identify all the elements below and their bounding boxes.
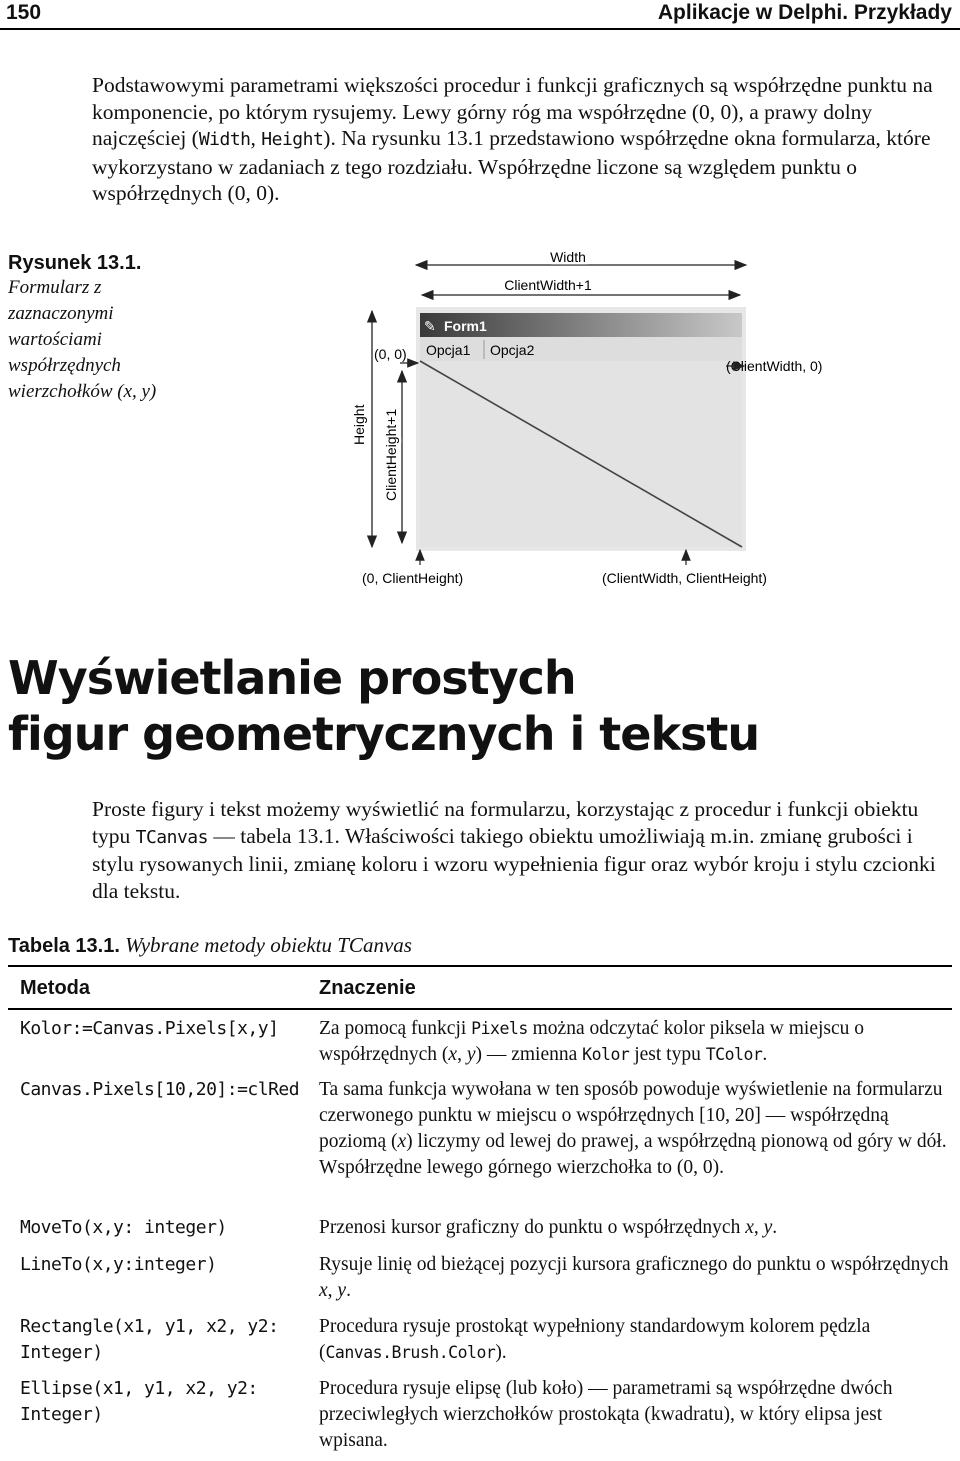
section-title: Wyświetlanie prostych figur geometrycznych i tekstu xyxy=(8,651,760,761)
table-row-2-description: Ta sama funkcja wywołana w ten sposób powoduje wyświetlenie na formularzu czerwonego punktu w miejscu o współrzędnych [10, 20] — współrzędną poziomą (x) liczymy od lewej do prawej, a współrzędną pionową od góry w dół. Współrzędne lewego górnego wierzchołka to (0, 0). xyxy=(319,1079,947,1178)
table-row-5-method: Rectangle(x1, y1, x2, y2: Integer) xyxy=(20,1316,279,1363)
column-header-znaczenie: Znaczenie xyxy=(319,977,416,999)
figure-caption: Formularz z zaznaczonymi wartościami współrzędnych wierzchołków (x, y) xyxy=(8,277,157,402)
table-caption xyxy=(8,933,412,958)
table-row-6-description: Procedura rysuje elipsę (lub koło) — parametrami są współrzędne dwóch przeciwległych wierzchołków prostokąta (kwadratu), w który elipsa jest wpisana. xyxy=(319,1378,893,1451)
table-row-1-method: Kolor:=Canvas.Pixels[x,y] xyxy=(20,1018,279,1039)
bottom-right-label: (ClientWidth, ClientHeight) xyxy=(602,570,767,586)
table-header-rule xyxy=(8,1008,952,1010)
table-top-rule xyxy=(8,965,952,967)
top-right-label: (ClientWidth, 0) xyxy=(726,358,823,374)
column-header-metoda: Metoda xyxy=(20,977,90,999)
form-coordinates-figure xyxy=(340,245,823,595)
table-row-4-method: LineTo(x,y:integer) xyxy=(20,1254,217,1275)
table-row-3-method: MoveTo(x,y: integer) xyxy=(20,1217,227,1238)
figure-label: Rysunek 13.1. xyxy=(8,252,142,274)
bottom-left-label: (0, ClientHeight) xyxy=(362,570,464,586)
origin-label: (0, 0) xyxy=(374,346,407,362)
intro-paragraph: Podstawowymi parametrami większości procedur i funkcji graficznych są współrzędne punktu na komponencie, po którym rysujemy. Lewy górny róg ma współrzędne (0, 0), a prawy dolny najczęściej (Width, Height). Na rysunku 13.1 przedstawiono współrzędne okna formularza, które wykorzystano w zadaniach z tego rozdziału. Współrzędne liczone są względem punktu o współrzędnych (0, 0). xyxy=(92,73,933,205)
page-number: 150 xyxy=(6,1,42,24)
form-icon: ✎ xyxy=(424,318,436,334)
table-label: Tabela 13.1. xyxy=(8,935,120,957)
menu-item-opcja2: Opcja2 xyxy=(490,342,535,358)
body-paragraph: Proste figury i tekst możemy wyświetlić na formularzu, korzystając z procedur i funkcji obiektu typu TCanvas — tabela 13.1. Właściwości takiego obiektu umożliwiają m.in. zmianę grubości i stylu rysowanych linii, zmianę koloru i wzoru wypełnienia figur oraz wybór kroju i stylu czcionki dla tekstu. xyxy=(92,797,936,903)
height-label: Height xyxy=(351,404,367,445)
table-row-2-method: Canvas.Pixels[10,20]:=clRed xyxy=(20,1079,300,1100)
menu-item-opcja1: Opcja1 xyxy=(426,342,471,358)
table-row-3-description: Przenosi kursor graficzny do punktu o współrzędnych x, y. xyxy=(319,1217,778,1238)
running-title: Aplikacje w Delphi. Przykłady xyxy=(657,1,952,24)
width-label: Width xyxy=(550,249,586,265)
client-height-label: ClientHeight+1 xyxy=(383,408,399,501)
client-width-label: ClientWidth+1 xyxy=(504,277,592,293)
table-row-5-description: Procedura rysuje prostokąt wypełniony standardowym kolorem pędzla (Canvas.Brush.Color). xyxy=(319,1316,871,1363)
table-row-1-description: Za pomocą funkcji Pixels można odczytać kolor piksela w miejscu o współrzędnych (x, y) — zmienna Kolor jest typu TColor. xyxy=(319,1018,865,1065)
table-row-6-method: Ellipse(x1, y1, x2, y2: Integer) xyxy=(20,1378,258,1425)
form-title: Form1 xyxy=(444,318,487,334)
table-row-4-description: Rysuje linię od bieżącej pozycji kursora graficznego do punktu o współrzędnych x, y. xyxy=(319,1254,949,1301)
table-caption-text: Wybrane metody obiektu TCanvas xyxy=(125,933,412,957)
